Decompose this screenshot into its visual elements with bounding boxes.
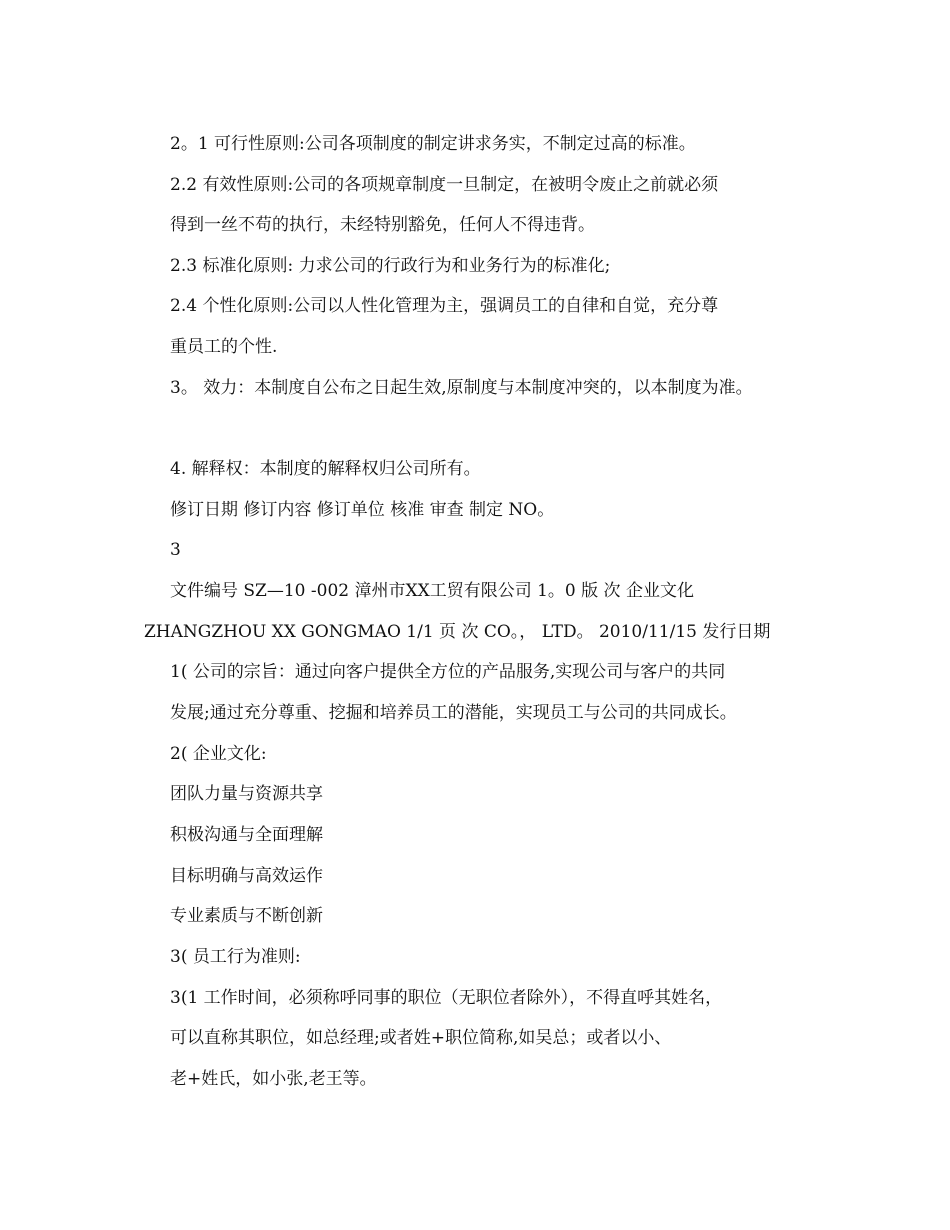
text-line-conduct-heading: 3( 员工行为准则: bbox=[170, 947, 301, 967]
text-line-culture-heading: 2( 企业文化: bbox=[170, 744, 267, 764]
text-line-conduct-3-1-cont2: 老+姓氏，如小张,老王等。 bbox=[170, 1069, 377, 1089]
text-line-mission-cont: 发展;通过充分尊重、挖掘和培养员工的潜能，实现员工与公司的共同成长。 bbox=[170, 703, 737, 723]
text-line-conduct-3-1: 3(1 工作时间，必须称呼同事的职位（无职位者除外），不得直呼其姓名， bbox=[170, 988, 723, 1008]
text-line-page-number: 3 bbox=[170, 540, 181, 560]
text-line-culture-item-1: 团队力量与资源共享 bbox=[170, 784, 323, 804]
text-line-culture-item-2: 积极沟通与全面理解 bbox=[170, 825, 323, 845]
text-line-culture-item-3: 目标明确与高效运作 bbox=[170, 866, 323, 886]
text-line-principle-2-2: 2.2 有效性原则:公司的各项规章制度一旦制定，在被明令废止之前就必须 bbox=[170, 175, 719, 195]
text-line-culture-item-4: 专业素质与不断创新 bbox=[170, 906, 323, 926]
text-line-principle-2-2-cont: 得到一丝不苟的执行，未经特别豁免，任何人不得违背。 bbox=[170, 215, 595, 235]
text-line-revision-header: 修订日期 修订内容 修订单位 核准 审查 制定 NO。 bbox=[170, 500, 555, 520]
text-line-principle-2-3: 2.3 标准化原则: 力求公司的行政行为和业务行为的标准化; bbox=[170, 256, 611, 276]
text-line-principle-2-4: 2.4 个性化原则:公司以人性化管理为主，强调员工的自律和自觉，充分尊 bbox=[170, 296, 719, 316]
text-line-principle-2-4-cont: 重员工的个性. bbox=[170, 337, 278, 357]
text-line-file-number: 文件编号 SZ—10 -002 漳州市XX工贸有限公司 1。0 版 次 企业文化 bbox=[170, 581, 694, 601]
text-line-mission: 1( 公司的宗旨：通过向客户提供全方位的产品服务,实现公司与客户的共同 bbox=[170, 662, 726, 682]
text-line-effect: 3。 效力：本制度自公布之日起生效,原制度与本制度冲突的，以本制度为准。 bbox=[170, 378, 753, 398]
text-line-principle-2-1: 2。1 可行性原则:公司各项制度的制定讲求务实，不制定过高的标准。 bbox=[170, 134, 696, 154]
text-line-company-english: ZHANGZHOU XX GONGMAO 1/1 页 次 CO。， LTD。 2010/11/15 发行日期 bbox=[144, 622, 771, 642]
text-line-interpretation: 4. 解释权：本制度的解释权归公司所有。 bbox=[170, 459, 481, 479]
text-line-conduct-3-1-cont: 可以直称其职位，如总经理;或者姓+职位简称,如吴总；或者以小、 bbox=[170, 1028, 672, 1048]
